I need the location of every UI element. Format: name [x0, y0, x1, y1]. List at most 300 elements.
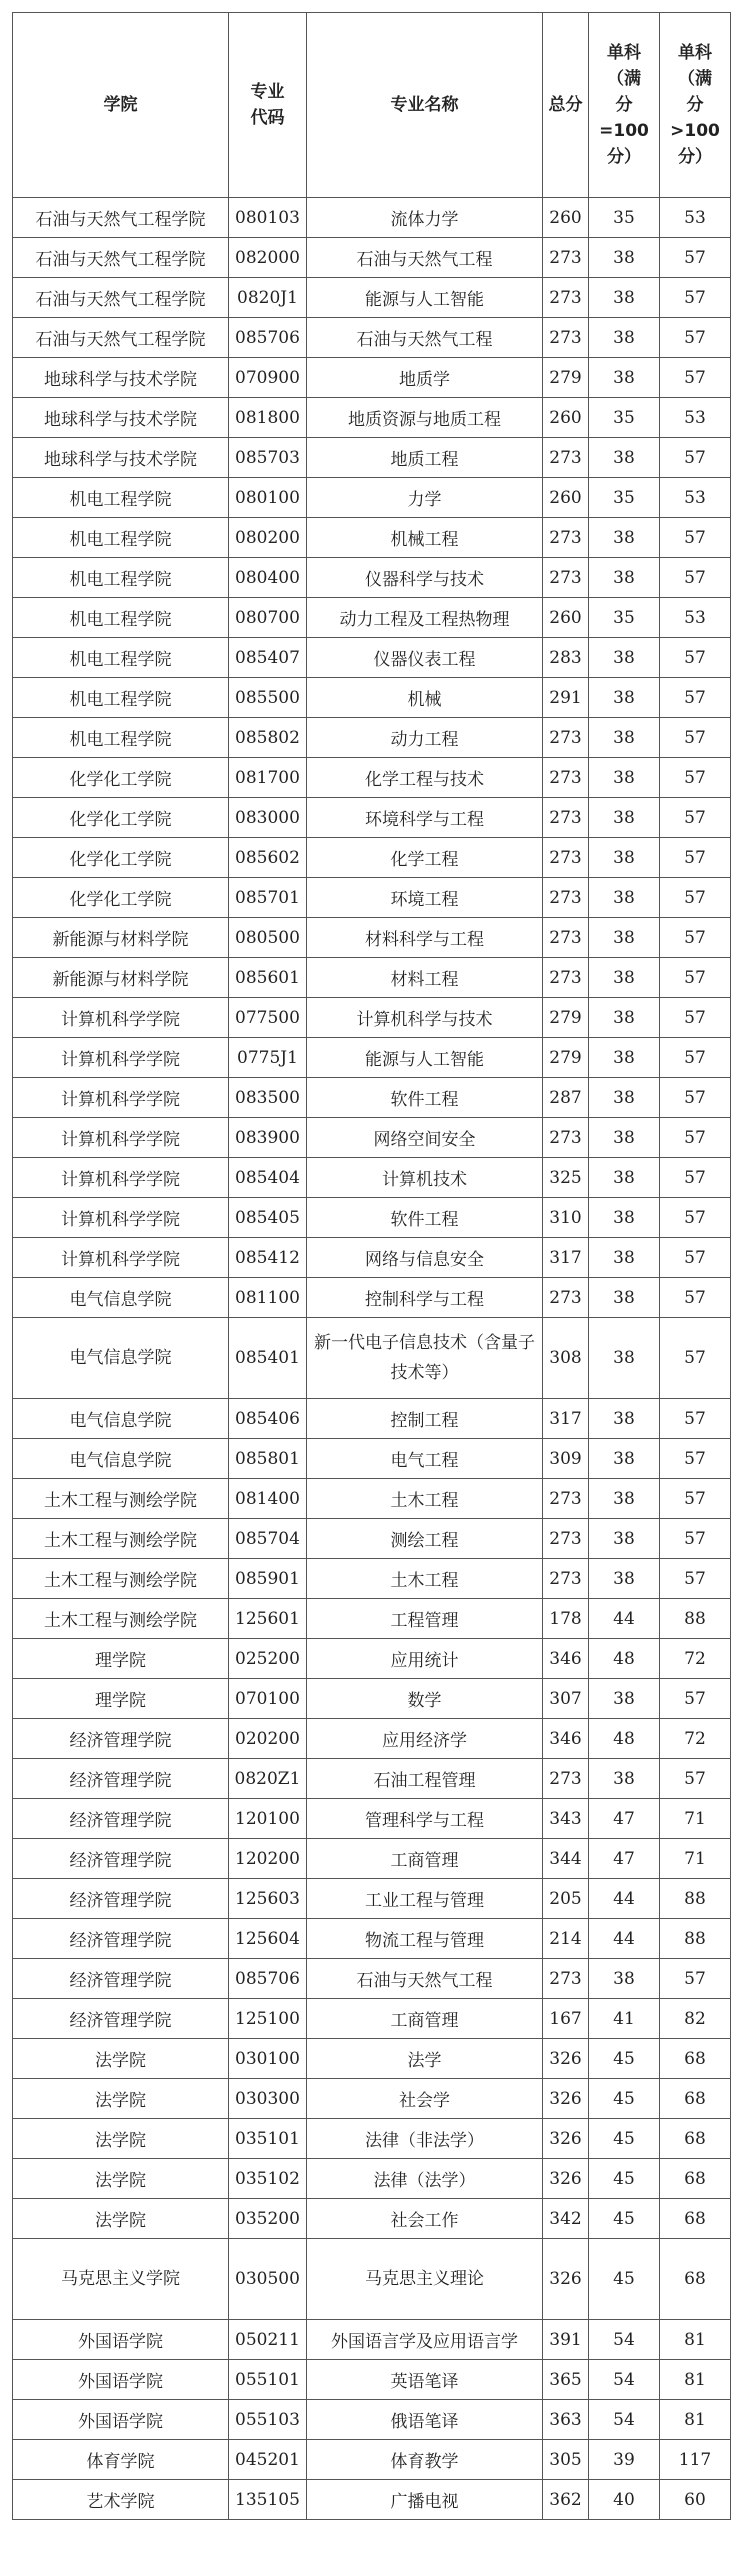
college-cell: 土木工程与测绘学院: [13, 1479, 229, 1519]
single-subject-100-cell: 38: [589, 1038, 660, 1078]
single-subject-100-cell: 38: [589, 1158, 660, 1198]
major-code-cell: 125603: [229, 1879, 307, 1919]
college-cell: 经济管理学院: [13, 1799, 229, 1839]
college-cell: 地球科学与技术学院: [13, 438, 229, 478]
table-row: [13, 2239, 731, 2320]
major-name-cell: 土木工程: [307, 1559, 543, 1599]
single-subject-100-cell: 38: [589, 238, 660, 278]
table-row: [13, 238, 731, 278]
single-subject-100-cell: 38: [589, 1399, 660, 1439]
college-cell: 法学院: [13, 2119, 229, 2159]
major-code-cell: 085500: [229, 678, 307, 718]
total-score-cell: 273: [543, 278, 589, 318]
table-row: [13, 358, 731, 398]
single-subject-100-cell: 38: [589, 638, 660, 678]
total-score-cell: 273: [543, 958, 589, 998]
single-subject-over-100-cell: 57: [660, 878, 731, 918]
single-subject-over-100-cell: 81: [660, 2320, 731, 2360]
single-subject-100-cell: 47: [589, 1839, 660, 1879]
major-code-cell: 085404: [229, 1158, 307, 1198]
single-subject-over-100-cell: 57: [660, 918, 731, 958]
major-code-cell: 045201: [229, 2440, 307, 2480]
total-score-cell: 214: [543, 1919, 589, 1959]
college-cell: 电气信息学院: [13, 1318, 229, 1399]
single-subject-over-100-cell: 82: [660, 1999, 731, 2039]
major-code-cell: 085412: [229, 1238, 307, 1278]
single-subject-over-100-cell: 57: [660, 558, 731, 598]
total-score-cell: 273: [543, 878, 589, 918]
college-cell: 石油与天然气工程学院: [13, 278, 229, 318]
major-code-cell: 035102: [229, 2159, 307, 2199]
major-code-cell: 070100: [229, 1679, 307, 1719]
major-code-cell: 085602: [229, 838, 307, 878]
college-cell: 化学化工学院: [13, 798, 229, 838]
single-subject-over-100-cell: 57: [660, 1278, 731, 1318]
major-name-cell: 工业工程与管理: [307, 1879, 543, 1919]
header-single-100-line: 分: [615, 95, 633, 115]
total-score-cell: 273: [543, 798, 589, 838]
total-score-cell: 260: [543, 478, 589, 518]
major-name-cell: 石油与天然气工程: [307, 318, 543, 358]
single-subject-100-cell: 38: [589, 438, 660, 478]
single-subject-100-cell: 45: [589, 2239, 660, 2320]
college-cell: 理学院: [13, 1679, 229, 1719]
single-subject-over-100-cell: 57: [660, 1198, 731, 1238]
single-subject-over-100-cell: 57: [660, 1118, 731, 1158]
header-single-over-100-line: 分: [686, 95, 704, 115]
single-subject-over-100-cell: 68: [660, 2239, 731, 2320]
table-row: [13, 2039, 731, 2079]
single-subject-100-cell: 38: [589, 758, 660, 798]
major-name-cell: 环境科学与工程: [307, 798, 543, 838]
total-score-cell: 273: [543, 1559, 589, 1599]
header-single-over-100-line: 分）: [678, 147, 712, 167]
college-cell: 外国语学院: [13, 2320, 229, 2360]
single-subject-100-cell: 45: [589, 2039, 660, 2079]
single-subject-100-cell: 44: [589, 1599, 660, 1639]
major-name-cell: 工商管理: [307, 1839, 543, 1879]
single-subject-over-100-cell: 72: [660, 1719, 731, 1759]
major-name-cell: 石油工程管理: [307, 1759, 543, 1799]
table-row: [13, 1238, 731, 1278]
major-code-cell: 085401: [229, 1318, 307, 1399]
single-subject-over-100-cell: 57: [660, 1318, 731, 1399]
major-name-cell: 仪器仪表工程: [307, 638, 543, 678]
total-score-cell: 273: [543, 318, 589, 358]
table-row: [13, 438, 731, 478]
college-cell: 化学化工学院: [13, 758, 229, 798]
college-cell: 机电工程学院: [13, 478, 229, 518]
table-body: [13, 198, 731, 2520]
major-name-cell: 能源与人工智能: [307, 278, 543, 318]
single-subject-over-100-cell: 57: [660, 678, 731, 718]
single-subject-over-100-cell: 57: [660, 1038, 731, 1078]
table-row: [13, 598, 731, 638]
major-name-cell: 英语笔译: [307, 2360, 543, 2400]
major-name-cell: 仪器科学与技术: [307, 558, 543, 598]
single-subject-over-100-cell: 71: [660, 1839, 731, 1879]
single-subject-over-100-cell: 57: [660, 1479, 731, 1519]
table-row: [13, 1038, 731, 1078]
major-code-cell: 085601: [229, 958, 307, 998]
single-subject-100-cell: 35: [589, 198, 660, 238]
college-cell: 计算机科学学院: [13, 1118, 229, 1158]
table-row: [13, 2440, 731, 2480]
single-subject-100-cell: 44: [589, 1879, 660, 1919]
single-subject-over-100-cell: 68: [660, 2079, 731, 2119]
total-score-cell: 317: [543, 1399, 589, 1439]
major-code-cell: 081800: [229, 398, 307, 438]
table-row: [13, 2079, 731, 2119]
table-row: [13, 1639, 731, 1679]
single-subject-over-100-cell: 57: [660, 838, 731, 878]
college-cell: 机电工程学院: [13, 678, 229, 718]
single-subject-100-cell: 39: [589, 2440, 660, 2480]
major-name-cell: 管理科学与工程: [307, 1799, 543, 1839]
college-cell: 地球科学与技术学院: [13, 358, 229, 398]
major-code-cell: 085802: [229, 718, 307, 758]
major-code-cell: 085701: [229, 878, 307, 918]
major-code-cell: 080100: [229, 478, 307, 518]
table-row: [13, 1679, 731, 1719]
single-subject-100-cell: 44: [589, 1919, 660, 1959]
table-row: [13, 2119, 731, 2159]
major-name-cell: 地质学: [307, 358, 543, 398]
total-score-cell: 279: [543, 358, 589, 398]
college-cell: 法学院: [13, 2039, 229, 2079]
total-score-cell: 273: [543, 438, 589, 478]
college-cell: 机电工程学院: [13, 558, 229, 598]
major-name-cell: 工商管理: [307, 1999, 543, 2039]
single-subject-over-100-cell: 71: [660, 1799, 731, 1839]
major-name-cell: 工程管理: [307, 1599, 543, 1639]
table-row: [13, 838, 731, 878]
major-code-cell: 125601: [229, 1599, 307, 1639]
single-subject-100-cell: 45: [589, 2119, 660, 2159]
header-college: 学院: [13, 13, 229, 198]
single-subject-100-cell: 38: [589, 1759, 660, 1799]
table-row: [13, 1198, 731, 1238]
total-score-cell: 273: [543, 1759, 589, 1799]
total-score-cell: 260: [543, 598, 589, 638]
table-row: [13, 518, 731, 558]
major-name-cell: 石油与天然气工程: [307, 1959, 543, 1999]
single-subject-100-cell: 38: [589, 918, 660, 958]
single-subject-100-cell: 38: [589, 998, 660, 1038]
score-table-container: [12, 12, 731, 2520]
table-row: [13, 1078, 731, 1118]
major-code-cell: 030500: [229, 2239, 307, 2320]
single-subject-100-cell: 45: [589, 2159, 660, 2199]
table-row: [13, 2360, 731, 2400]
table-row: [13, 1999, 731, 2039]
college-cell: 石油与天然气工程学院: [13, 318, 229, 358]
major-code-cell: 035101: [229, 2119, 307, 2159]
major-name-cell: 体育教学: [307, 2440, 543, 2480]
total-score-cell: 308: [543, 1318, 589, 1399]
header-row: [13, 13, 731, 198]
single-subject-100-cell: 38: [589, 558, 660, 598]
total-score-cell: 326: [543, 2079, 589, 2119]
single-subject-over-100-cell: 53: [660, 398, 731, 438]
table-row: [13, 2480, 731, 2520]
major-name-cell: 流体力学: [307, 198, 543, 238]
college-cell: 石油与天然气工程学院: [13, 198, 229, 238]
header-single-over-100-line: >100: [670, 121, 720, 141]
table-row: [13, 1318, 731, 1399]
college-cell: 法学院: [13, 2159, 229, 2199]
single-subject-100-cell: 38: [589, 838, 660, 878]
single-subject-over-100-cell: 57: [660, 318, 731, 358]
major-code-cell: 082000: [229, 238, 307, 278]
table-row: [13, 1439, 731, 1479]
single-subject-over-100-cell: 57: [660, 1679, 731, 1719]
single-subject-100-cell: 47: [589, 1799, 660, 1839]
table-row: [13, 1559, 731, 1599]
header-major: 专业名称: [307, 13, 543, 198]
table-row: [13, 1839, 731, 1879]
single-subject-over-100-cell: 57: [660, 718, 731, 758]
major-name-cell: 物流工程与管理: [307, 1919, 543, 1959]
major-name-cell: 马克思主义理论: [307, 2239, 543, 2320]
total-score-cell: 326: [543, 2039, 589, 2079]
single-subject-over-100-cell: 57: [660, 1238, 731, 1278]
total-score-cell: 317: [543, 1238, 589, 1278]
major-code-cell: 080400: [229, 558, 307, 598]
major-name-cell: 法律（非法学）: [307, 2119, 543, 2159]
major-name-cell: 计算机科学与技术: [307, 998, 543, 1038]
total-score-cell: 283: [543, 638, 589, 678]
major-name-cell: 社会学: [307, 2079, 543, 2119]
major-code-cell: 080500: [229, 918, 307, 958]
table-row: [13, 198, 731, 238]
header-code-line-1: 专业: [250, 82, 285, 102]
table-row: [13, 758, 731, 798]
single-subject-100-cell: 38: [589, 1679, 660, 1719]
total-score-cell: 344: [543, 1839, 589, 1879]
major-name-cell: 外国语言学及应用语言学: [307, 2320, 543, 2360]
single-subject-100-cell: 38: [589, 718, 660, 758]
single-subject-100-cell: 45: [589, 2199, 660, 2239]
total-score-cell: 273: [543, 558, 589, 598]
header-single-over-100-line: （满: [678, 69, 712, 89]
total-score-cell: 279: [543, 998, 589, 1038]
major-code-cell: 085706: [229, 318, 307, 358]
single-subject-over-100-cell: 68: [660, 2199, 731, 2239]
table-row: [13, 478, 731, 518]
college-cell: 石油与天然气工程学院: [13, 238, 229, 278]
major-name-cell: 计算机技术: [307, 1158, 543, 1198]
single-subject-100-cell: 38: [589, 1559, 660, 1599]
single-subject-100-cell: 48: [589, 1719, 660, 1759]
major-name-cell: 软件工程: [307, 1078, 543, 1118]
header-single-100-line: =100: [599, 121, 649, 141]
college-cell: 化学化工学院: [13, 838, 229, 878]
major-name-cell: 网络空间安全: [307, 1118, 543, 1158]
single-subject-100-cell: 38: [589, 798, 660, 838]
college-cell: 计算机科学学院: [13, 1198, 229, 1238]
header-code-line-2: 代码: [250, 108, 285, 128]
college-cell: 经济管理学院: [13, 1839, 229, 1879]
total-score-cell: 273: [543, 918, 589, 958]
total-score-cell: 343: [543, 1799, 589, 1839]
major-code-cell: 070900: [229, 358, 307, 398]
single-subject-100-cell: 38: [589, 1198, 660, 1238]
single-subject-100-cell: 38: [589, 318, 660, 358]
single-subject-over-100-cell: 53: [660, 598, 731, 638]
table-row: [13, 278, 731, 318]
major-code-cell: 085406: [229, 1399, 307, 1439]
total-score-cell: 310: [543, 1198, 589, 1238]
total-score-cell: 346: [543, 1719, 589, 1759]
major-name-cell: 测绘工程: [307, 1519, 543, 1559]
college-cell: 经济管理学院: [13, 1719, 229, 1759]
header-single-over-100-line: 单科: [678, 43, 712, 63]
college-cell: 机电工程学院: [13, 598, 229, 638]
college-cell: 经济管理学院: [13, 1959, 229, 1999]
major-code-cell: 055103: [229, 2400, 307, 2440]
single-subject-100-cell: 38: [589, 878, 660, 918]
major-name-cell: 环境工程: [307, 878, 543, 918]
single-subject-over-100-cell: 81: [660, 2360, 731, 2400]
single-subject-over-100-cell: 57: [660, 958, 731, 998]
total-score-cell: 346: [543, 1639, 589, 1679]
major-code-cell: 081100: [229, 1278, 307, 1318]
major-name-cell: 机械: [307, 678, 543, 718]
total-score-cell: 260: [543, 398, 589, 438]
total-score-cell: 273: [543, 1479, 589, 1519]
major-code-cell: 083500: [229, 1078, 307, 1118]
major-code-cell: 0820J1: [229, 278, 307, 318]
total-score-cell: 291: [543, 678, 589, 718]
major-name-cell: 材料科学与工程: [307, 918, 543, 958]
single-subject-over-100-cell: 72: [660, 1639, 731, 1679]
major-code-cell: 125100: [229, 1999, 307, 2039]
college-cell: 理学院: [13, 1639, 229, 1679]
single-subject-100-cell: 38: [589, 278, 660, 318]
total-score-cell: 178: [543, 1599, 589, 1639]
table-row: [13, 398, 731, 438]
major-code-cell: 083000: [229, 798, 307, 838]
total-score-cell: 273: [543, 518, 589, 558]
single-subject-over-100-cell: 88: [660, 1879, 731, 1919]
single-subject-over-100-cell: 57: [660, 518, 731, 558]
single-subject-over-100-cell: 57: [660, 358, 731, 398]
total-score-cell: 305: [543, 2440, 589, 2480]
total-score-cell: 307: [543, 1679, 589, 1719]
major-code-cell: 085405: [229, 1198, 307, 1238]
single-subject-over-100-cell: 88: [660, 1919, 731, 1959]
table-row: [13, 2400, 731, 2440]
header-single-100-line: 单科: [607, 43, 641, 63]
table-row: [13, 2199, 731, 2239]
table-row: [13, 318, 731, 358]
single-subject-over-100-cell: 57: [660, 1759, 731, 1799]
total-score-cell: 391: [543, 2320, 589, 2360]
table-row: [13, 998, 731, 1038]
total-score-cell: 167: [543, 1999, 589, 2039]
table-row: [13, 798, 731, 838]
single-subject-over-100-cell: 68: [660, 2119, 731, 2159]
major-name-cell: 网络与信息安全: [307, 1238, 543, 1278]
single-subject-over-100-cell: 68: [660, 2039, 731, 2079]
college-cell: 机电工程学院: [13, 518, 229, 558]
major-code-cell: 083900: [229, 1118, 307, 1158]
major-name-cell: 石油与天然气工程: [307, 238, 543, 278]
total-score-cell: 273: [543, 238, 589, 278]
single-subject-over-100-cell: 53: [660, 198, 731, 238]
college-cell: 法学院: [13, 2079, 229, 2119]
total-score-cell: 342: [543, 2199, 589, 2239]
table-row: [13, 1278, 731, 1318]
single-subject-over-100-cell: 60: [660, 2480, 731, 2520]
score-table: [12, 12, 731, 2520]
college-cell: 计算机科学学院: [13, 1238, 229, 1278]
major-code-cell: 077500: [229, 998, 307, 1038]
major-code-cell: 081400: [229, 1479, 307, 1519]
major-code-cell: 0775J1: [229, 1038, 307, 1078]
single-subject-100-cell: 38: [589, 1118, 660, 1158]
college-cell: 计算机科学学院: [13, 1158, 229, 1198]
single-subject-over-100-cell: 57: [660, 998, 731, 1038]
total-score-cell: 273: [543, 1278, 589, 1318]
major-name-cell: 新一代电子信息技术（含量子技术等）: [307, 1318, 543, 1399]
major-code-cell: 030300: [229, 2079, 307, 2119]
header-single-100: [589, 13, 660, 198]
table-row: [13, 1158, 731, 1198]
major-code-cell: 085901: [229, 1559, 307, 1599]
single-subject-100-cell: 54: [589, 2400, 660, 2440]
major-name-cell: 土木工程: [307, 1479, 543, 1519]
major-code-cell: 050211: [229, 2320, 307, 2360]
total-score-cell: 326: [543, 2239, 589, 2320]
major-name-cell: 广播电视: [307, 2480, 543, 2520]
header-code: [229, 13, 307, 198]
major-name-cell: 力学: [307, 478, 543, 518]
major-name-cell: 化学工程: [307, 838, 543, 878]
major-name-cell: 法学: [307, 2039, 543, 2079]
table-row: [13, 638, 731, 678]
header-single-100-line: 分）: [607, 147, 641, 167]
major-name-cell: 材料工程: [307, 958, 543, 998]
single-subject-over-100-cell: 57: [660, 1399, 731, 1439]
major-code-cell: 085704: [229, 1519, 307, 1559]
college-cell: 地球科学与技术学院: [13, 398, 229, 438]
table-row: [13, 1799, 731, 1839]
major-code-cell: 120100: [229, 1799, 307, 1839]
college-cell: 马克思主义学院: [13, 2239, 229, 2320]
single-subject-over-100-cell: 57: [660, 758, 731, 798]
major-name-cell: 控制科学与工程: [307, 1278, 543, 1318]
table-row: [13, 1719, 731, 1759]
major-code-cell: 025200: [229, 1639, 307, 1679]
single-subject-100-cell: 40: [589, 2480, 660, 2520]
college-cell: 计算机科学学院: [13, 998, 229, 1038]
major-name-cell: 应用统计: [307, 1639, 543, 1679]
major-name-cell: 应用经济学: [307, 1719, 543, 1759]
total-score-cell: 325: [543, 1158, 589, 1198]
table-row: [13, 1519, 731, 1559]
major-name-cell: 化学工程与技术: [307, 758, 543, 798]
major-code-cell: 081700: [229, 758, 307, 798]
single-subject-over-100-cell: 57: [660, 238, 731, 278]
major-name-cell: 法律（法学）: [307, 2159, 543, 2199]
table-row: [13, 918, 731, 958]
college-cell: 机电工程学院: [13, 718, 229, 758]
major-name-cell: 电气工程: [307, 1439, 543, 1479]
major-code-cell: 125604: [229, 1919, 307, 1959]
single-subject-100-cell: 54: [589, 2320, 660, 2360]
